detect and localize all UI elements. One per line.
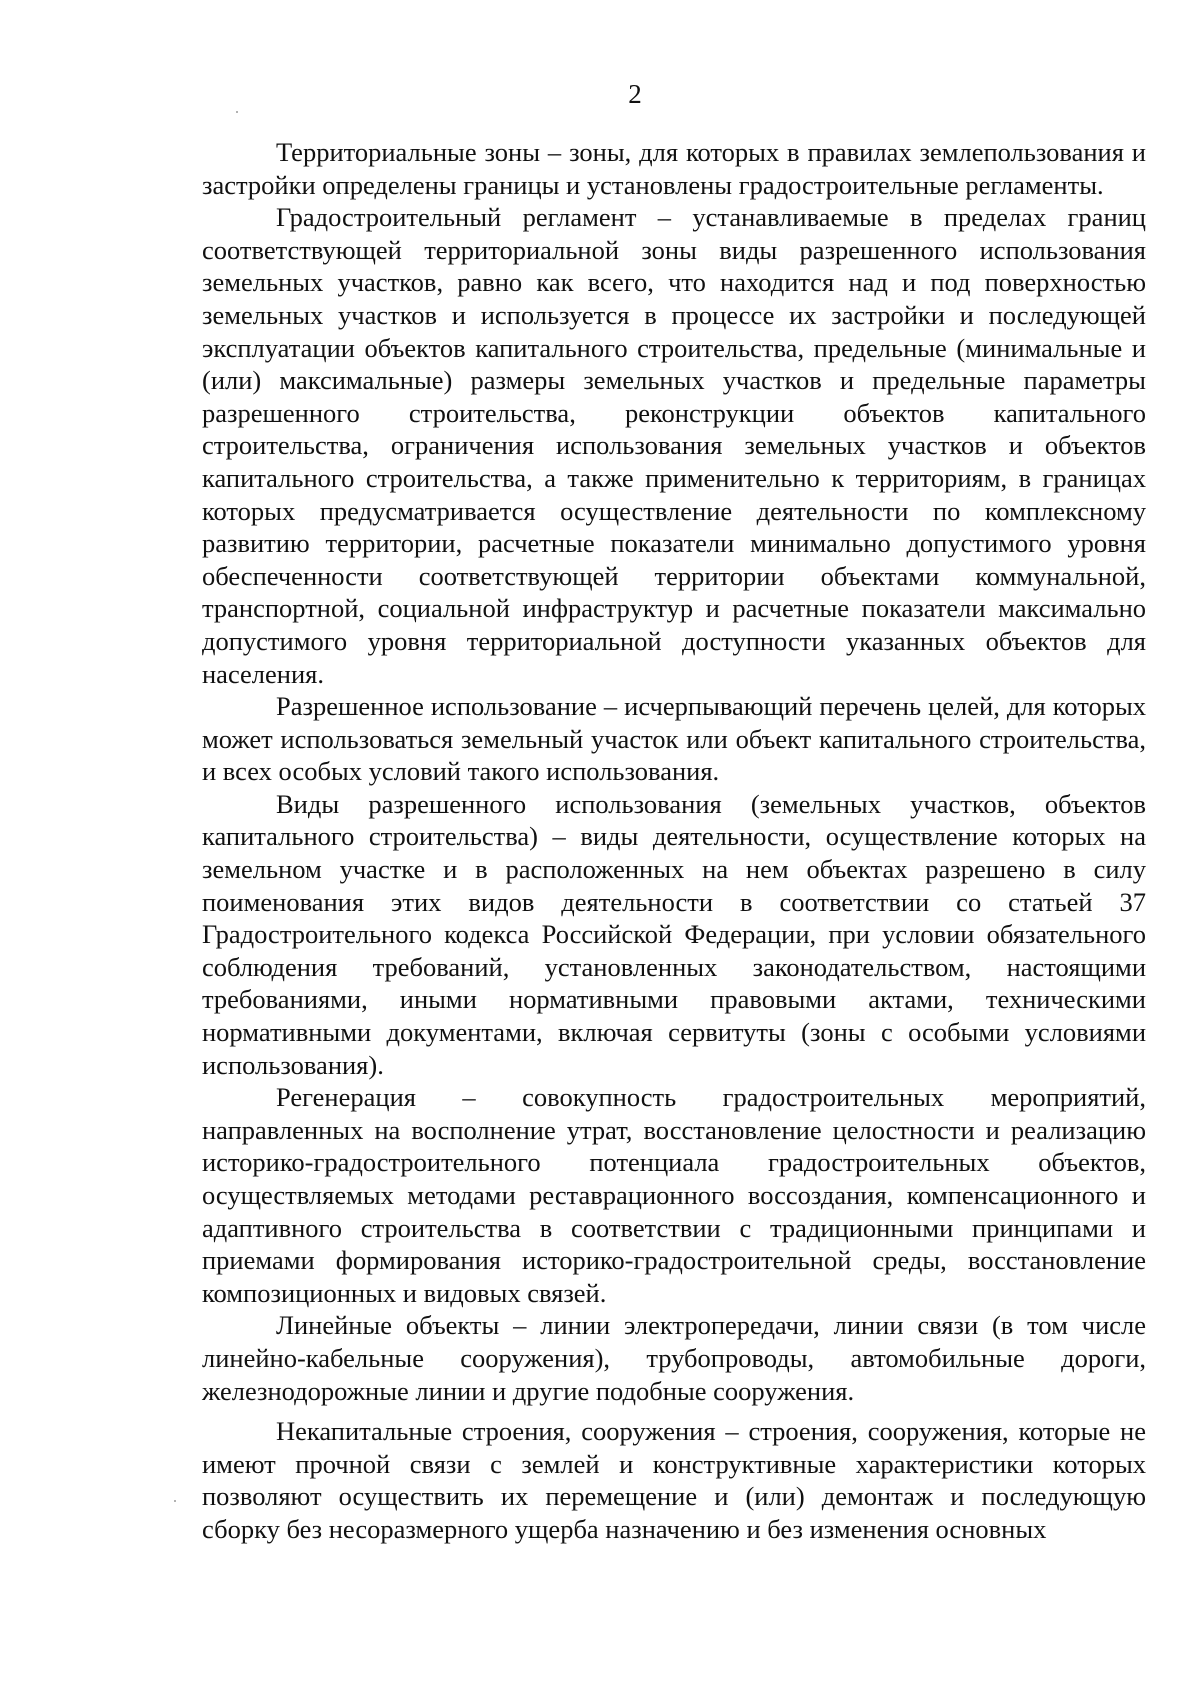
scan-speck xyxy=(236,111,238,113)
page-number: 2 xyxy=(628,79,642,109)
scan-speck xyxy=(174,1500,176,1502)
paragraph-territorial-zones: Территориальные зоны – зоны, для которых в правилах землепользования и застройки определены границы и установлены градостроительные регламенты. xyxy=(202,137,1146,200)
paragraph-permitted-use-types: Виды разрешенного использования (земельных участков, объектов капитального строительства) – виды деятельности, осуществление которых на земельном участке и в расположенных на нем объектах разрешено в силу поименования этих видов деятельности в соответствии со статьей 37 Градостроительного кодекса Российской Федерации, при условии обязательного соблюдения требований, установленных законодательством, настоящими требованиями, иными нормативными правовыми актами, техническими нормативными документами, включая сервитуты (зоны с особыми условиями использования). xyxy=(202,788,1146,1080)
paragraph-linear-objects: Линейные объекты – линии электропередачи, линии связи (в том числе линейно-кабельные сооружения), трубопроводы, автомобильные дороги, железнодорожные линии и другие подобные сооружения. xyxy=(202,1310,1146,1406)
page-number-row xyxy=(70,78,1200,110)
paragraph-non-capital-structures: Некапитальные строения, сооружения – строения, сооружения, которые не имеют прочной связи с землей и конструктивные характеристики которых позволяют осуществить их перемещение и (или) демонтаж и последующую сборку без несоразмерного ущерба назначению и без изменения основных xyxy=(202,1416,1146,1544)
paragraph-urban-regulation: Градостроительный регламент – устанавливаемые в пределах границ соответствующей территориальной зоны виды разрешенного использования земельных участков, равно как всего, что находится над и под поверхностью земельных участков и используется в процессе их застройки и последующей эксплуатации объектов капитального строительства, предельные (минимальные и (или) максимальные) размеры земельных участков и предельные параметры разрешенного строительства, реконструкции объектов капитального строительства, ограничения использования земельных участков и объектов капитального строительства, а также применительно к территориям, в границах которых предусматривается осуществление деятельности по комплексному развитию территории, расчетные показатели минимально допустимого уровня обеспеченности соответствующей территории объектами коммунальной, транспортной, социальной инфраструктур и расчетные показатели максимально допустимого уровня территориальной доступности указанных объектов для населения. xyxy=(202,202,1146,689)
paragraph-permitted-use: Разрешенное использование – исчерпывающий перечень целей, для которых может использоваться земельный участок или объект капитального строительства, и всех особых условий такого использования. xyxy=(202,691,1146,787)
paragraph-regeneration: Регенерация – совокупность градостроительных мероприятий, направленных на восполнение утрат, восстановление целостности и реализацию историко-градостроительного потенциала градостроительных объектов, осуществляемых методами реставрационного воссоздания, компенсационного и адаптивного строительства в соответствии с традиционными принципами и приемами формирования историко-градостроительной среды, восстановление композиционных и видовых связей. xyxy=(202,1082,1146,1308)
document-body xyxy=(202,136,1146,1546)
